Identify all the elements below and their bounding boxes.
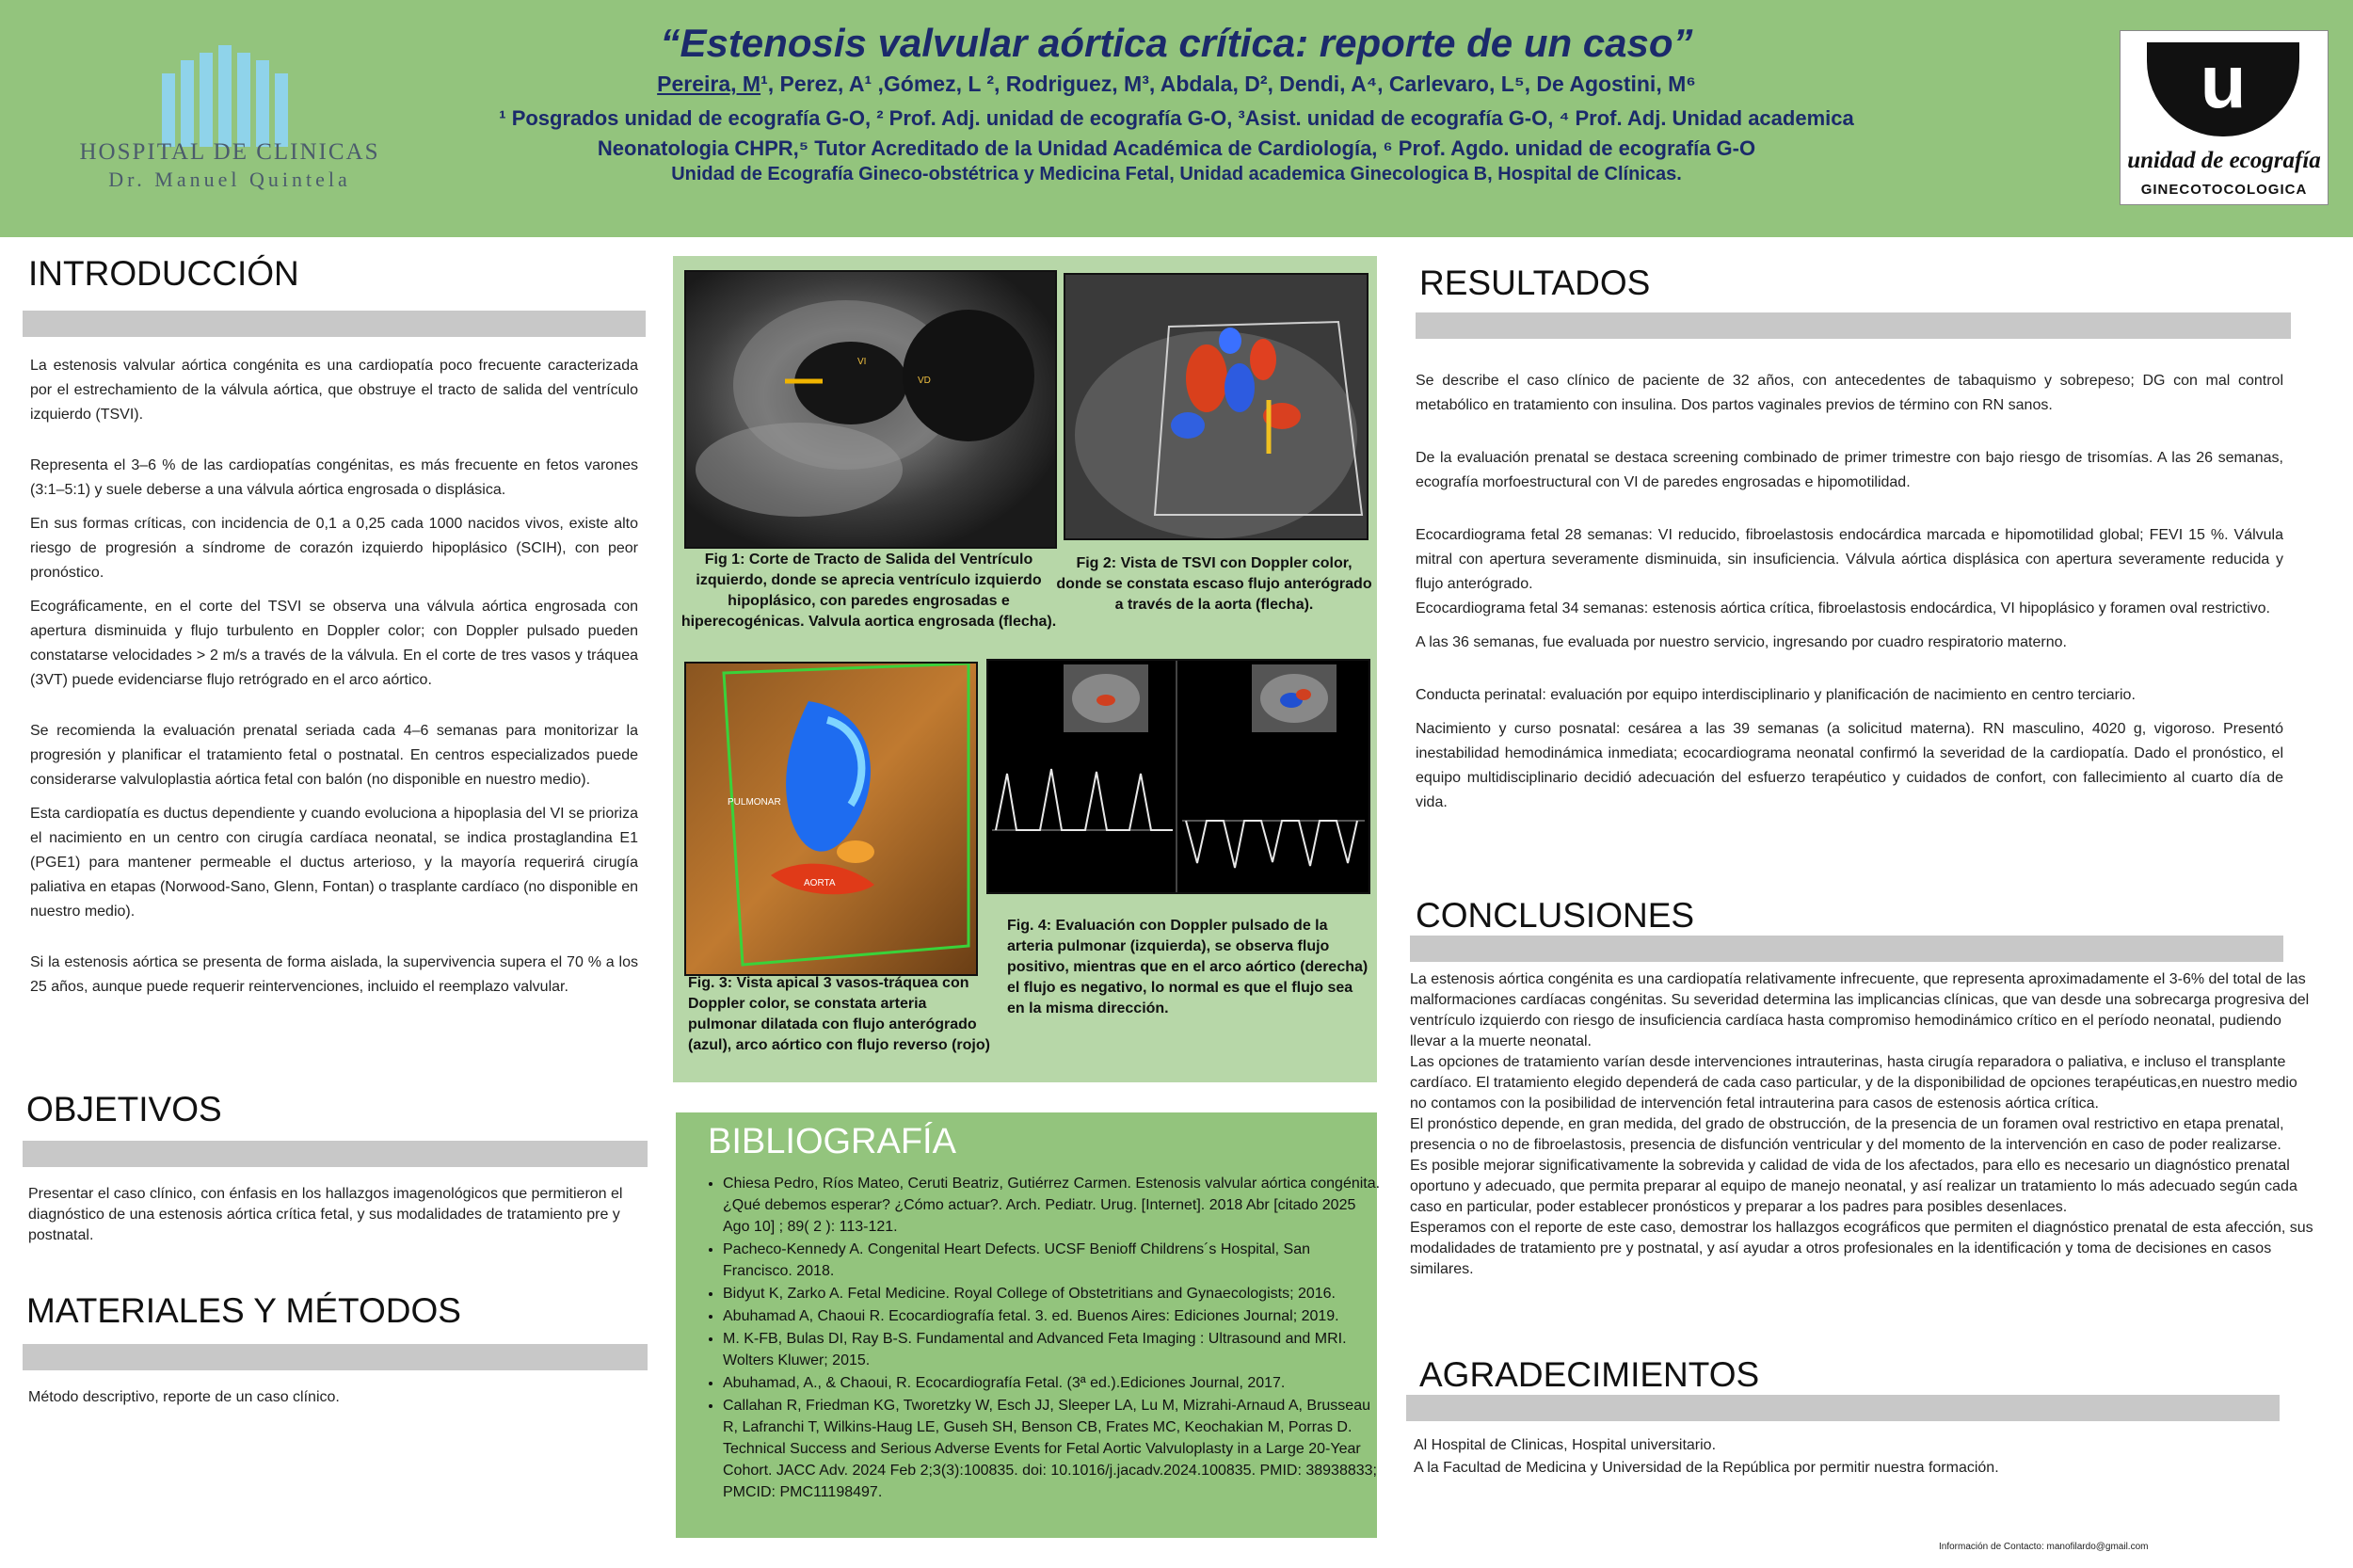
intro-paragraph: Representa el 3–6 % de las cardiopatías congénitas, es más frecuente en fetos varones (3:1–5:1) y suele deberse a una válvula aórtica engrosada o displásica. [30,457,638,498]
intro-paragraph: Esta cardiopatía es ductus dependiente y cuando evoluciona a hipoplasia del VI se prioriza el nacimiento en un centro con cirugía cardíaca neonatal, se indica prostaglandina E1 (PGE1) para mantener permeable el ductus arterioso, y la mayoría requerirá cirugía paliativa en etapas (Norwood-Sano, Glenn, Fontan) o trasplante cardíaco (no disponible en nuestro medio). [30,806,638,920]
intro-paragraph: Ecográficamente, en el corte del TSVI se observa una válvula aórtica engrosada con apertura disminuida y flujo turbulento en Doppler color; con Doppler pulsado pueden constatarse velocidades > 2 m/s a través de la válvula. En el corte de tres vasos y tráquea (3VT) puede evidenciarse flujo retrógrado en el arco aórtico. [30,599,638,688]
intro-paragraph: La estenosis valvular aórtica congénita es una cardiopatía poco frecuente caracterizada por el estrechamiento de la válvula aórtica, que obstruye el tracto de salida del ventrículo izquierdo (TSVI). [30,358,638,423]
fig1-caption: Fig 1: Corte de Tracto de Salida del Ventrículo izquierdo, donde se apreciа ventrículo izquierdo hipoplásico, con paredes engrosadas e hiperecogénicas. Valvula aortica engrosada (flecha). [680,552,1057,630]
conclusiones-paragraph: El pronóstico depende, en gran medida, del grado de obstrucción, de la presencia de un foramen oval restrictivo en etapa prenatal, presencia o no de fibroelastosis, presencia de disfunción ventricular y del momento de la intervención en caso de poder realizarse. [1410,1116,2284,1153]
unit-line: Unidad de Ecografía Gineco-obstétrica y Medicina Fetal, Unidad academica Ginecologica B, Hospital de Clínicas. [671,164,1682,184]
section-bar [23,1344,648,1370]
resultados-paragraph: Ecocardiograma fetal 28 semanas: VI reducido, fibroelastosis endocárdica marcada e hipomotilidad global; FEVI 15 %. Válvula mitral con apertura severamente disminuida, sin insuficiencia. Válvula aórtica displásica con apertura severamente reducida y flujo anterógrado. [1416,527,2283,592]
fig1-label-vi: VI [857,357,867,367]
resultados-paragraph: A las 36 semanas, fue evaluada por nuestro servicio, ingresando por cuadro respiratorio materno. [1416,634,2067,650]
conclusiones-paragraph: Esperamos con el reporte de este caso, demostrar los hallazgos ecográficos que permiten el diagnóstico prenatal de esta afección, sus modalidades de tratamiento pre y postnatal, y así ayudar a otros profesionales en la identificación y toma de decisiones en casos similares. [1410,1220,2313,1277]
fig4-image [986,659,1370,894]
resultados-paragraph: Ecocardiograma fetal 34 semanas: estenosis aórtica crítica, fibroelastosis endocárdica, VI hipoplásico y foramen oval restrictivo. [1416,600,2270,616]
affiliations-line-1: ¹ Posgrados unidad de ecografía G-O, ² Prof. Adj. unidad de ecografía G-O, ³Asist. unidad de ecografía G-O, ⁴ Prof. Adj. Unidad academica [499,106,1854,130]
poster-title: “Estenosis valvular aórtica crítica: reporte de un caso” [660,21,1693,65]
fig4-caption: Fig. 4: Evaluación con Doppler pulsado de la arteria pulmonar (izquierda), se observa flujo positivo, mientras que en el arco aórtico (derecha) el flujo es negativo, lo normal es que el flujo sea en la misma dirección. [1007,918,1369,1016]
fig3-image [684,662,978,976]
section-bar [1416,312,2291,339]
bibliografia-list [695,1173,1382,1504]
reference-item: • Bidyut K, Zarko A. Fetal Medicine. Royal College of Obstetritians and Gynaecologists; 2016. [723,1283,1382,1304]
reference-item: • Abuhamad A, Chaoui R. Ecocardiografía fetal. 3. ed. Buenos Aires: Ediciones Journal; 2019. [723,1305,1382,1327]
resultados-heading: RESULTADOS [1419,264,1651,302]
fig1-label-vd: VD [918,376,931,386]
conclusiones-heading: CONCLUSIONES [1416,896,1695,935]
objetivos-heading: OBJETIVOS [26,1090,222,1128]
reference-item: • Callahan R, Friedman KG, Tworetzky W, Esch JJ, Sleeper LA, Lu M, Mizrahi-Arnaud A, Brusseau R, Lafranchi T, Wilkins-Haug LE, Guseh SH, Benson CB, Frates MC, Keochakian M, Porras D. Technical Success and Serious Adverse Events for Fetal Aortic Valvuloplasty in a Large 20-Year Cohort. JACC Adv. 2024 Feb 2;3(3):100835. doi: 10.1016/j.jacadv.2024.100835. PMID: 38938833; PMCID: PMC11198497. [723,1395,1382,1503]
fig1-image [684,270,1057,549]
section-bar [1406,1395,2280,1421]
resultados-paragraph: De la evaluación prenatal se destaca screening combinado de primer trimestre con bajo riesgo de trisomías. A las 26 semanas, ecografía morfoestructural con VI de paredes engrosadas e hipomotilidad. [1416,450,2283,490]
section-bar [23,311,646,337]
introduccion-text [30,354,638,1009]
objetivos-text: Presentar el caso clínico, con énfasis en los hallazgos imagenológicos que permitieron el diagnóstico de una estenosis aórtica crítica fetal, y sus modalidades de tratamiento pre y postnatal. [28,1186,623,1243]
affiliations [433,104,1920,164]
agradecimientos-line: Al Hospital de Clinicas, Hospital universitario. [1414,1437,1717,1453]
conclusiones-paragraph: La estenosis aórtica congénita es una cardiopatía relativamente infrecuente, que representa aproximadamente el 3-6% del total de las malformaciones cardíacas congénitas. Su severidad determina las implicancias clínicas, que van desde una sobrecarga progresiva del ventrículo izquierdo con riesgo de insuficiencia cardíaca hasta compromiso hemodinámico crítico en el período neonatal, pudiendo llevar a la muerte neonatal. [1410,971,2310,1049]
conclusiones-paragraph: Es posible mejorar significativamente la sobrevida y calidad de vida de los afectados, para ello es necesario un diagnóstico prenatal oportuno y adecuado, que permita preparar al equipo de manejo neonatal, y así realizar un tratamiento lo más adecuado según cada caso en particular, poder establecer pronósticos y preparar a los padres para posibles desenlaces. [1410,1158,2297,1215]
bibliografia-heading: BIBLIOGRAFÍA [708,1122,956,1161]
fig2-image [1064,273,1369,540]
hospital-logo-bars [162,45,294,147]
materiales-heading: MATERIALES Y MÉTODOS [26,1291,461,1330]
fig3-doppler [686,664,976,974]
introduccion-heading: INTRODUCCIÓN [28,254,299,293]
resultados-text [1416,369,2283,824]
logo-text: unidad de ecografía [2127,148,2321,173]
fig3-caption: Fig. 3: Vista apical 3 vasos-tráquea con Doppler color, se constata arteria pulmonar dilatada con flujo anterógrado (azul), arco aórtico con flujo reverso (rojo) [688,975,990,1053]
reference-item: • Pacheco-Kennedy A. Congenital Heart Defects. UCSF Benioff Childrens´s Hospital, San Francisco. 2018. [723,1239,1382,1282]
unidad-ecografia-logo [2120,30,2329,205]
materiales-text: Método descriptivo, reporte de un caso clínico. [28,1389,340,1405]
conclusiones-paragraph: Las opciones de tratamiento varían desde intervenciones intrauterinas, hasta cirugía reparadora o paliativa, e incluso el transplante cardíaco. El tratamiento elegido dependerá de cada caso particular, y de la disponibilidad de opciones terapéuticas,en nuestro medio no contamos con la posibilidad de intervención fetal intrauterina para casos de estenosis aórtica crítica. [1410,1054,2297,1112]
affiliations-line-2: Neonatologia CHPR,⁵ Tutor Acreditado de la Unidad Académica de Cardiología, ⁶ Prof. Agdo. unidad de ecografía G-O [597,136,1756,160]
section-bar [23,1141,648,1167]
hospital-subname: Dr. Manuel Quintela [108,168,351,191]
conclusiones-text [1410,969,2313,1280]
intro-paragraph: Si la estenosis aórtica se presenta de forma aislada, la supervivencia supera el 70 % a los 25 años, aunque puede requerir reintervenciones, incluido el reemplazo valvular. [30,954,638,995]
reference-item: • M. K-FB, Bulas DI, Ray B-S. Fundamental and Advanced Feta Imaging : Ultrasound and MRI. Wolters Kluwer; 2015. [723,1328,1382,1371]
fig3-label-aorta: AORTA [804,878,836,888]
resultados-paragraph: Conducta perinatal: evaluación por equipo interdisciplinario y planificación de nacimiento en centro terciario. [1416,687,2136,703]
fig2-caption: Fig 2: Vista de TSVI con Doppler color, donde se constata escaso flujo anterógrado a través de la aorta (flecha). [1056,555,1372,613]
fig4-pulsed-doppler [988,661,1369,892]
resultados-paragraph: Nacimiento y curso posnatal: cesárea a las 39 semanas (a solicitud materna). RN masculino, 4020 g, vigoroso. Presentó inestabilidad hemodinámica inmediata; ecocardiograma neonatal confirmó la severidad de la cardiopatía. Dado el pronóstico, el equipo multidisciplinario decidió adecuación del esfuerzo terapéutico y cuidados de confort, con fallecimiento al cuarto día de vida. [1416,721,2283,810]
authors-line [433,72,1920,97]
logo-subtext: GINECOTOCOLOGICA [2140,182,2308,198]
reference-item: • Abuhamad, A., & Chaoui, R. Ecocardiografía Fetal. (3ª ed.).Ediciones Journal, 2017. [723,1372,1382,1394]
agradecimientos-line: A la Facultad de Medicina y Universidad de la República por permitir nuestra formación. [1414,1460,1999,1476]
first-author: Pereira, M [657,72,761,96]
resultados-paragraph: Se describe el caso clínico de paciente de 32 años, con antecedentes de tabaquismo y sobrepeso; DG con mal control metabólico en tratamiento con insulina. Dos partos vaginales previos de término con RN sanos. [1416,373,2283,413]
reference-item: • Chiesa Pedro, Ríos Mateo, Ceruti Beatriz, Gutiérrez Carmen. Estenosis valvular aórtica congénita. ¿Qué debemos esperar? ¿Cómo actuar?. Arch. Pediatr. Urug. [Internet]. 2018 Abr [citado 2025 Ago 10] ; 89( 2 ): 113-121. [723,1173,1382,1238]
fig2-doppler [1065,275,1367,538]
bibliografia-panel [676,1112,1381,1538]
hospital-logo [56,38,395,198]
intro-paragraph: En sus formas críticas, con incidencia de 0,1 a 0,25 cada 1000 nacidos vivos, existe alto riesgo de progresión a síndrome de corazón izquierdo hipoplásico (SCIH), con peor pronóstico. [30,516,638,581]
logo-letter: u [2200,40,2247,123]
fig1-ultrasound [686,272,1055,547]
hospital-name: HOSPITAL DE CLINICAS [79,139,380,165]
agradecimientos-heading: AGRADECIMIENTOS [1419,1355,1760,1394]
other-authors: ¹, Perez, A¹ ,Gómez, L ², Rodriguez, M³, Abdala, D², Dendi, A⁴, Carlevaro, L⁵, De Agostini, M⁶ [760,72,1696,96]
agradecimientos-text [1414,1434,1999,1480]
section-bar [1410,936,2283,962]
fig3-label-pulmonar: PULMONAR [728,797,781,808]
intro-paragraph: Se recomienda la evaluación prenatal seriada cada 4–6 semanas para monitorizar la progresión y planificar el tratamiento fetal o postnatal. En centros especializados puede considerarse valvuloplastia aórtica fetal con balón (no disponible en nuestro medio). [30,723,638,788]
contact-info: Información de Contacto: manofilardo@gmail.com [1939,1542,2149,1552]
